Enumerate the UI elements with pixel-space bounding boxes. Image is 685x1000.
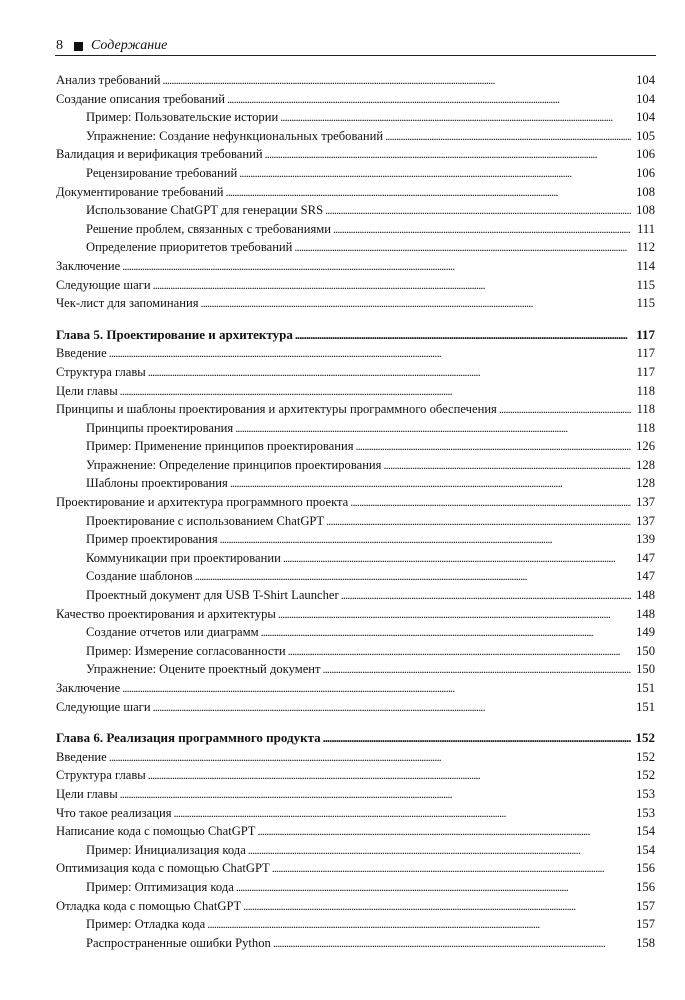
dot-leader [280,108,631,127]
toc-entry-page: 152 [635,730,655,746]
dot-leader [122,679,631,698]
toc-entry-title: Структура главы [56,768,146,783]
dot-leader [383,456,631,475]
toc-entry-page: 153 [636,786,655,801]
toc-subsection-entry[interactable] [56,456,655,475]
toc-entry-page: 148 [636,606,655,621]
toc-entry-title: Цели главы [56,383,118,398]
toc-section-entry[interactable] [56,804,655,823]
dot-leader [235,419,631,438]
toc-entry-page: 117 [636,364,655,379]
dot-leader [109,748,631,767]
dot-leader [272,859,631,878]
dot-leader [120,382,631,401]
toc-entry-title: Заключение [56,258,121,273]
dot-leader [350,493,631,512]
toc-entry-title: Принципы и шаблоны проектирования и архитектуры программного обеспечения [56,402,497,417]
toc-entry-title: Принципы проектирования [86,420,234,435]
toc-entry-page: 157 [636,898,655,913]
toc-entry-title: Проектный документ для USB T-Shirt Launcher [86,588,339,603]
dot-leader [163,71,631,90]
dot-leader [153,698,631,717]
toc-entry-page: 128 [636,457,655,472]
dot-leader [153,276,631,295]
toc-entry-page: 117 [636,326,655,342]
dot-leader [248,841,631,860]
toc-entry-page: 147 [636,550,655,565]
toc-section-entry[interactable] [56,400,655,419]
toc-entry-page: 150 [636,643,655,658]
dot-leader [243,897,631,916]
dot-leader [273,934,631,953]
toc-chapter-entry[interactable] [56,326,655,345]
toc-entry-page: 148 [636,588,655,603]
toc-subsection-entry[interactable] [56,164,655,183]
toc-entry-page: 154 [636,824,655,839]
toc-entry-page: 158 [636,935,655,950]
toc-entry-title: Упражнение: Создание нефункциональных требований [86,128,384,143]
toc-entry-title: Упражнение: Определение принципов проектирования [86,457,382,472]
toc-entry-page: 126 [636,439,655,454]
toc-entry-page: 104 [636,110,655,125]
toc-entry-title: Проектирование с использованием ChatGPT [86,513,325,528]
toc-section-entry[interactable] [56,605,655,624]
toc-entry-page: 150 [636,662,655,677]
dot-leader [148,363,631,382]
dot-leader [283,549,631,568]
toc-subsection-entry[interactable] [56,108,655,127]
toc-entry-title: Отладка кода с помощью ChatGPT [56,898,242,913]
toc-section-entry[interactable] [56,859,655,878]
page-number: 8 [56,38,63,53]
toc-entry-title: Глава 6. Реализация программного продукта [56,730,321,746]
toc-section-entry[interactable] [56,90,655,109]
dot-leader [356,437,631,456]
header-title: Содержание [91,38,168,53]
toc-section-entry[interactable] [56,785,655,804]
toc-entry-title: Создание отчетов или диаграмм [86,625,259,640]
toc-entry-title: Определение приоритетов требований [86,240,293,255]
toc-subsection-entry[interactable] [56,567,655,586]
toc-entry-page: 115 [636,277,655,292]
dot-leader [173,804,631,823]
dot-leader [341,586,631,605]
toc-entry-page: 104 [636,73,655,87]
dot-leader [227,90,631,109]
toc-entry-title: Анализ требований [56,73,161,87]
running-header [56,36,656,56]
toc-entry-title: Что такое реализация [56,805,172,820]
toc-entry-page: 151 [636,699,655,714]
toc-entry-title: Пример: Измерение согласованности [86,643,286,658]
toc-entry-title: Упражнение: Оцените проектный документ [86,662,321,677]
dot-leader [326,512,631,531]
dot-leader [499,400,631,419]
toc-entry-title: Введение [56,346,107,361]
dot-leader [278,605,631,624]
toc-subsection-entry[interactable] [56,220,655,239]
toc-entry-page: 118 [636,420,655,435]
toc-entry-title: Рецензирование требований [86,165,238,180]
toc-entry-title: Валидация и верификация требований [56,147,263,162]
toc-entry-title: Создание описания требований [56,91,226,106]
dot-leader [207,915,631,934]
dot-leader [120,785,631,804]
dot-leader [257,822,631,841]
toc-entry-title: Пример: Инициализация кода [86,842,246,857]
toc-entry-page: 111 [637,221,655,236]
toc-entry-title: Глава 5. Проектирование и архитектура [56,326,293,342]
toc-section-entry[interactable] [56,897,655,916]
toc-subsection-entry[interactable] [56,841,655,860]
toc-subsection-entry[interactable] [56,549,655,568]
toc-section-entry[interactable] [56,822,655,841]
chapter-spacer [56,313,655,326]
toc-entry-page: 117 [636,346,655,361]
dot-leader [122,257,631,276]
toc-subsection-entry[interactable] [56,201,655,220]
toc-subsection-entry[interactable] [56,586,655,605]
toc-subsection-entry[interactable] [56,642,655,661]
toc-entry-page: 156 [636,879,655,894]
dot-leader [385,127,631,146]
dot-leader [265,145,631,164]
toc-section-entry[interactable] [56,363,655,382]
toc-entry-title: Документирование требований [56,184,224,199]
dot-leader [109,344,631,363]
toc-entry-title: Следующие шаги [56,277,151,292]
header-rule [55,55,656,56]
chapter-spacer [56,716,655,729]
dot-leader [333,220,631,239]
toc-entry-page: 151 [636,681,655,695]
toc-entry-page: 139 [636,532,655,547]
toc-subsection-entry[interactable] [56,530,655,549]
toc-entry-title: Проектирование и архитектура программного проекта [56,495,349,510]
toc-subsection-entry[interactable] [56,623,655,642]
dot-leader [294,238,631,257]
toc-entry-title: Пример: Оптимизация кода [86,879,234,894]
dot-leader [261,623,631,642]
toc-entry-title: Использование ChatGPT для генерации SRS [86,203,324,218]
toc-subsection-entry[interactable] [56,934,655,953]
toc-entry-page: 128 [636,476,655,491]
square-bullet-icon [74,42,83,51]
toc-entry-page: 112 [636,240,655,255]
toc-entry-title: Написание кода с помощью ChatGPT [56,824,256,839]
toc-section-entry[interactable] [56,748,655,767]
toc-entry-page: 152 [636,749,655,764]
dot-leader [230,474,631,493]
toc-section-entry[interactable] [56,71,655,90]
toc-subsection-entry[interactable] [56,512,655,531]
toc-entry-title: Чек-лист для запоминания [56,296,199,311]
toc-section-entry[interactable] [56,294,655,313]
dot-leader [220,530,631,549]
toc-section-entry[interactable] [56,698,655,717]
toc-section-entry[interactable] [56,344,655,363]
toc-entry-page: 118 [636,402,655,417]
dot-leader [226,183,631,202]
toc-entry-page: 137 [636,495,655,510]
toc-subsection-entry[interactable] [56,419,655,438]
toc-entry-page: 157 [636,917,655,932]
toc-entry-page: 114 [636,258,655,273]
toc-entry-page: 154 [636,842,655,857]
dot-leader [325,201,631,220]
toc-entry-title: Создание шаблонов [86,569,193,584]
toc-entry-page: 106 [636,165,655,180]
toc-entry-page: 156 [636,861,655,876]
toc-subsection-entry[interactable] [56,127,655,146]
dot-leader [239,164,631,183]
toc-entry-title: Коммуникации при проектировании [86,550,281,565]
toc-entry-title: Качество проектирования и архитектуры [56,606,276,621]
toc-entry-title: Цели главы [56,786,118,801]
dot-leader [148,766,631,785]
toc-subsection-entry[interactable] [56,878,655,897]
dot-leader [236,878,631,897]
toc-entry-title: Заключение [56,681,121,695]
dot-leader [323,729,631,748]
toc-entry-page: 108 [636,184,655,199]
dot-leader [288,642,631,661]
toc-entry-page: 108 [636,203,655,218]
toc-entry-page: 152 [636,768,655,783]
toc-entry-title: Распространенные ошибки Python [86,935,271,950]
toc-subsection-entry[interactable] [56,238,655,257]
toc-section-entry[interactable] [56,382,655,401]
toc-entry-title: Оптимизация кода с помощью ChatGPT [56,861,270,876]
toc-entry-page: 149 [636,625,655,640]
toc-section-entry[interactable] [56,276,655,295]
toc-entry-page: 153 [636,805,655,820]
toc-section-entry[interactable] [56,145,655,164]
toc-entry-page: 105 [636,128,655,143]
toc-subsection-entry[interactable] [56,660,655,679]
toc-section-entry[interactable] [56,679,655,698]
toc-entry-page: 104 [636,91,655,106]
toc-entry-title: Структура главы [56,364,146,379]
toc-section-entry[interactable] [56,766,655,785]
table-of-contents [56,71,655,952]
dot-leader [201,294,632,313]
dot-leader [295,326,631,345]
toc-entry-page: 115 [636,296,655,311]
toc-entry-title: Введение [56,749,107,764]
toc-entry-title: Пример проектирования [86,532,218,547]
toc-entry-title: Пример: Пользовательские истории [86,110,279,125]
toc-entry-title: Шаблоны проектирования [86,476,228,491]
dot-leader [323,660,631,679]
toc-subsection-entry[interactable] [56,915,655,934]
toc-entry-page: 137 [636,513,655,528]
toc-entry-page: 118 [636,383,655,398]
toc-entry-title: Пример: Применение принципов проектирования [86,439,354,454]
toc-subsection-entry[interactable] [56,437,655,456]
toc-subsection-entry[interactable] [56,474,655,493]
toc-chapter-entry[interactable] [56,729,655,748]
toc-entry-title: Пример: Отладка кода [86,917,206,932]
dot-leader [195,567,631,586]
toc-entry-page: 147 [636,569,655,584]
toc-section-entry[interactable] [56,257,655,276]
toc-section-entry[interactable] [56,493,655,512]
toc-entry-page: 106 [636,147,655,162]
toc-entry-title: Следующие шаги [56,699,151,714]
toc-section-entry[interactable] [56,183,655,202]
toc-entry-title: Решение проблем, связанных с требованиями [86,221,331,236]
